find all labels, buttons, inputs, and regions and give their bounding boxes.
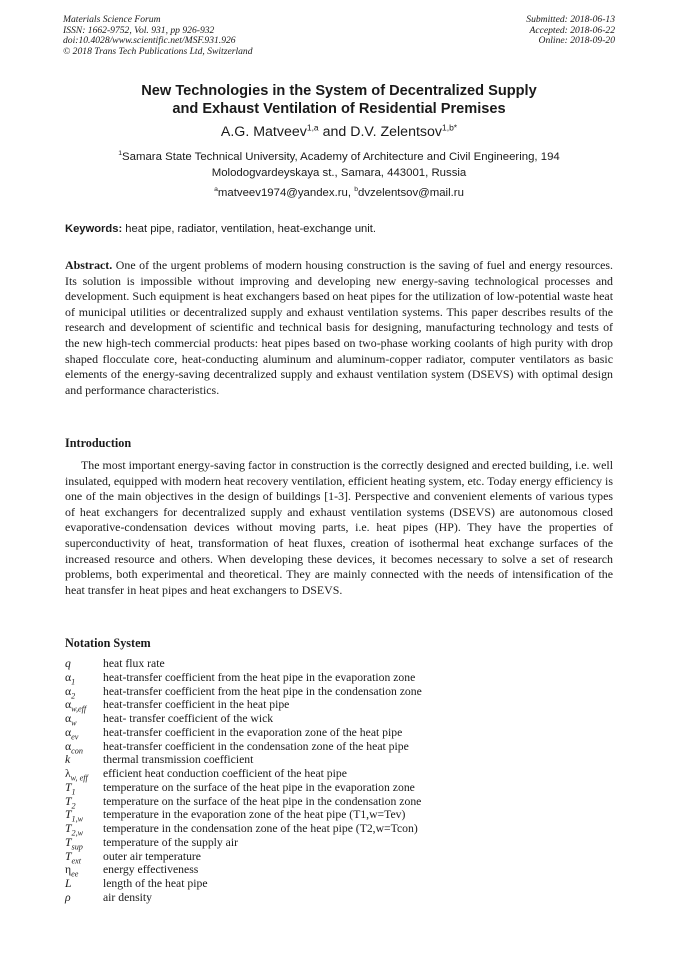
notation-description: heat-transfer coefficient in the condensation zone of the heat pipe xyxy=(103,739,409,753)
notation-symbol-subscript: 2 xyxy=(71,690,76,700)
notation-row xyxy=(65,836,613,850)
notation-symbol-subscript: w, eff xyxy=(70,773,88,783)
notation-symbol xyxy=(65,891,103,905)
notation-symbol xyxy=(65,740,103,754)
author-name: A.G. Matveev xyxy=(220,124,307,140)
email-superscript: a xyxy=(214,186,218,194)
notation-description: heat-transfer coefficient in the heat pipe xyxy=(103,698,290,712)
notation-row xyxy=(65,712,613,726)
notation-row xyxy=(65,850,613,864)
notation-symbol-subscript: 1,w xyxy=(71,814,84,824)
notation-row xyxy=(65,822,613,836)
notation-symbol xyxy=(65,657,103,671)
introduction-text: The most important energy-saving factor in construction is the correctly designed and erected building, i.e. well insulated, equipped with modern heat recovery ventilation, efficient heating system, etc. Today energy efficiency is one of the main objectives in the design of buildings [1-3]. Perspective and convenient elements of various types of heat exchangers for decentralized supply and exhaust ventilation systems (DSEVS) are autonomous closed evaporative-condensation devices without moving parts, i.e. heat pipes (HP). They have the properties of superconductivity of heat, transformation of heat fluxes, creation of isothermal heat exchange surfaces of the increased resource and others. When developing these devices, it becomes necessary to solve a set of research problems, both experimental and theoretical. They are mainly connected with the needs of intensification of the heat transfer in heat pipes and heat exchangers to DSEVS. xyxy=(65,458,613,597)
notation-symbol-base: T xyxy=(65,849,72,863)
notation-symbol-base: q xyxy=(65,657,71,670)
notation-row xyxy=(65,808,613,822)
accepted-date: Accepted: 2018-06-22 xyxy=(529,24,615,36)
notation-description: heat-transfer coefficient from the heat pipe in the evaporation zone xyxy=(103,670,416,684)
keywords xyxy=(65,222,615,237)
notation-symbol-base: α xyxy=(65,725,72,739)
notation-symbol xyxy=(65,808,103,822)
online-date: Online: 2018-09-20 xyxy=(538,35,615,46)
journal-doi: doi:10.4028/www.scientific.net/MSF.931.926 xyxy=(63,35,236,46)
notation-symbol xyxy=(65,836,103,850)
notation-description: temperature on the surface of the heat pipe in the condensation zone xyxy=(103,794,422,808)
submission-dates xyxy=(526,15,615,47)
notation-symbol-base: L xyxy=(65,877,72,890)
notation-symbol-base: k xyxy=(65,753,71,767)
affiliation xyxy=(60,150,618,181)
notation-description: thermal transmission coefficient xyxy=(103,753,254,767)
journal-info xyxy=(63,15,253,57)
notation-symbol xyxy=(65,685,103,699)
notation-symbol-base: α xyxy=(65,712,72,725)
notation-row xyxy=(65,685,613,699)
notation-description: efficient heat conduction coefficient of the heat pipe xyxy=(103,767,347,780)
notation-symbol-subscript: w xyxy=(71,718,77,728)
notation-description: heat-transfer coefficient from the heat pipe in the condensation zone xyxy=(103,684,422,698)
journal-copyright: © 2018 Trans Tech Publications Ltd, Switzerland xyxy=(63,45,253,57)
notation-row xyxy=(65,863,613,877)
notation-row xyxy=(65,891,613,905)
notation-description: outer air temperature xyxy=(103,849,201,863)
notation-row xyxy=(65,671,613,685)
notation-symbol-base: T xyxy=(65,822,72,835)
notation-symbol xyxy=(65,767,103,781)
abstract-text: One of the urgent problems of modern housing construction is the saving of fuel and energy resources. Its solution is impossible without improving and developing new energy-saving technological processes and development. Such equipment is heat exchangers based on heat pipes for the utilization of low-potential waste heat of municipal utilities or decentralized supply and exhaust ventilation systems. This paper describes results of the research and development of scientific and technical basis for designing, manufacturing technology and tests of the new high-tech commercial products: heat pipes based on two-phase working coolants of high purity with drop shaped flocculate core, heat-conducting aluminum and aluminum-copper radiator, computer ventilators as basic elements of the energy-saving decentralized supply and exhaust ventilation system (DSEVS) with optimal design and performance characteristics. xyxy=(65,258,613,397)
email-superscript: b xyxy=(354,186,359,194)
notation-symbol-subscript: con xyxy=(71,745,83,755)
author-superscript: 1,b* xyxy=(441,122,458,133)
keywords-label: Keywords: xyxy=(65,223,123,235)
notation-symbol xyxy=(65,671,103,685)
notation-description: air density xyxy=(103,890,153,904)
notation-symbol-subscript: 1 xyxy=(71,787,76,797)
notation-symbol-base: T xyxy=(65,780,72,794)
notation-description: length of the heat pipe xyxy=(103,877,208,890)
author-name: D.V. Zelentsov xyxy=(350,124,442,140)
notation-description: heat-transfer coefficient in the evaporation zone of the heat pipe xyxy=(103,725,403,739)
notation-symbol-subscript: w,eff xyxy=(71,704,87,714)
author-connector: and xyxy=(318,124,351,140)
notation-row xyxy=(65,781,613,795)
title-line-2: and Exhaust Ventilation of Residential Premises xyxy=(172,101,506,117)
notation-symbol xyxy=(65,698,103,712)
notation-symbol xyxy=(65,795,103,809)
notation-symbol xyxy=(65,753,103,767)
notation-symbol xyxy=(65,822,103,836)
notation-description: temperature on the surface of the heat pipe in the evaporation zone xyxy=(103,780,415,794)
title-line-1: New Technologies in the System of Decentralized Supply xyxy=(141,83,537,99)
notation-row xyxy=(65,698,613,712)
notation-symbol xyxy=(65,850,103,864)
notation-symbol-subscript: ee xyxy=(71,869,79,879)
notation-symbol-subscript: 2 xyxy=(71,800,76,810)
notation-heading: Notation System xyxy=(65,636,151,650)
notation-symbol-subscript: 1 xyxy=(71,677,76,687)
notation-row xyxy=(65,877,613,891)
journal-name: Materials Science Forum xyxy=(63,14,161,25)
notation-symbol-subscript: sup xyxy=(71,842,83,852)
notation-symbol-subscript: ext xyxy=(71,855,82,865)
affiliation-superscript: 1 xyxy=(118,150,123,158)
journal-issn: ISSN: 1662-9752, Vol. 931, pp 926-932 xyxy=(63,24,215,36)
notation-symbol-base: α xyxy=(65,670,72,684)
abstract-label: Abstract. xyxy=(65,258,113,272)
notation-row xyxy=(65,753,613,767)
notation-symbol-base: η xyxy=(65,863,72,877)
notation-symbol xyxy=(65,863,103,877)
author-superscript: 1,a xyxy=(306,122,319,133)
abstract xyxy=(65,258,613,398)
notation-row xyxy=(65,795,613,809)
email-a: matveev1974@yandex.ru, xyxy=(217,187,355,199)
notation-symbol-base: α xyxy=(65,684,72,698)
notation-symbol xyxy=(65,726,103,740)
notation-symbol-subscript: ev xyxy=(71,732,79,742)
notation-symbol xyxy=(65,877,103,891)
introduction-heading: Introduction xyxy=(65,436,132,450)
notation-list xyxy=(65,657,613,905)
notation-description: temperature in the condensation zone of the heat pipe (T2,w=Tcon) xyxy=(103,822,418,835)
notation-symbol-base: T xyxy=(65,794,72,808)
notation-symbol-subscript: 2,w xyxy=(71,828,84,838)
email-b: dvzelentsov@mail.ru xyxy=(358,187,464,199)
notation-symbol-base: α xyxy=(65,739,72,753)
notation-symbol xyxy=(65,712,103,726)
notation-symbol-base: α xyxy=(65,698,72,712)
notation-description: energy effectiveness xyxy=(103,863,199,877)
submitted-date: Submitted: 2018-06-13 xyxy=(526,14,615,25)
notation-description: heat flux rate xyxy=(103,657,165,670)
notation-description: heat- transfer coefficient of the wick xyxy=(103,712,274,725)
keywords-text: heat pipe, radiator, ventilation, heat-exchange unit. xyxy=(122,223,376,235)
affiliation-line-2: Molodogvardeyskaya st., Samara, 443001, Russia xyxy=(211,166,467,179)
notation-symbol-base: λ xyxy=(65,767,71,780)
notation-symbol xyxy=(65,781,103,795)
notation-description: temperature of the supply air xyxy=(103,835,239,849)
paper-title xyxy=(60,82,618,118)
author-emails xyxy=(60,186,618,201)
affiliation-line-1: Samara State Technical University, Academy of Architecture and Civil Engineering, 194 xyxy=(122,151,560,163)
notation-symbol-base: T xyxy=(65,808,72,822)
notation-symbol-base: ρ xyxy=(65,890,71,904)
notation-row xyxy=(65,767,613,781)
notation-row xyxy=(65,740,613,754)
notation-description: temperature in the evaporation zone of the heat pipe (T1,w=Tev) xyxy=(103,808,406,822)
notation-row xyxy=(65,657,613,671)
notation-symbol-base: T xyxy=(65,835,72,849)
author-list xyxy=(60,123,618,141)
notation-row xyxy=(65,726,613,740)
